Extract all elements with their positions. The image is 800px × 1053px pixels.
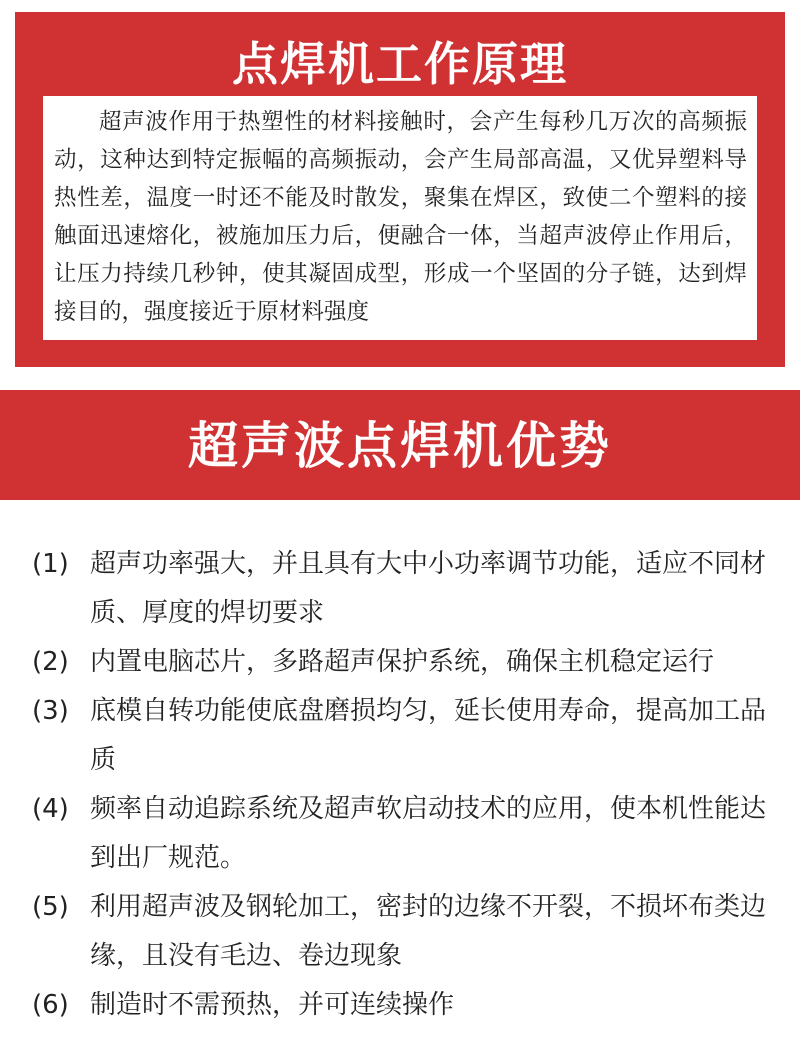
advantage-item-3 <box>32 687 777 785</box>
advantage-item-5 <box>32 883 777 981</box>
advantage-item-2 <box>32 638 777 687</box>
advantage-number: (5) <box>32 892 69 922</box>
advantage-text: 底模自转功能使底盘磨损均匀，延长使用寿命，提高加工品质 <box>90 696 767 775</box>
advantage-number: (3) <box>32 696 69 726</box>
advantage-number: (1) <box>32 549 69 579</box>
advantage-text: 内置电脑芯片，多路超声保护系统，确保主机稳定运行 <box>90 647 715 677</box>
advantage-number: (6) <box>32 990 69 1020</box>
principle-description-box <box>43 96 757 340</box>
advantage-item-1 <box>32 540 777 638</box>
advantage-text: 制造时不需预热，并可连续操作 <box>90 990 455 1020</box>
principle-section <box>15 12 785 367</box>
advantage-number: (2) <box>32 647 69 677</box>
principle-title: 点焊机工作原理 <box>232 37 568 91</box>
advantage-item-4 <box>32 785 777 883</box>
advantage-text: 超声功率强大，并且具有大中小功率调节功能，适应不同材质、厚度的焊切要求 <box>90 549 767 628</box>
advantages-list <box>32 540 777 1030</box>
principle-description: 超声波作用于热塑性的材料接触时，会产生每秒几万次的高频振动，这种达到特定振幅的高频振动，会产生局部高温，又优异塑料导热性差，温度一时还不能及时散发，聚集在焊区，致使二个塑料的接触面迅速熔化，被施加压力后，便融合一体，当超声波停止作用后，让压力持续几秒钟，使其凝固成型，形成一个坚固的分子链，达到焊接目的，强度接近于原材料强度 <box>54 109 747 325</box>
advantages-header-band <box>0 390 800 500</box>
advantage-number: (4) <box>32 794 69 824</box>
advantages-title: 超声波点焊机优势 <box>188 417 612 475</box>
advantage-item-6 <box>32 981 777 1030</box>
advantage-text: 频率自动追踪系统及超声软启动技术的应用，使本机性能达到出厂规范。 <box>90 794 767 873</box>
advantage-text: 利用超声波及钢轮加工，密封的边缘不开裂，不损坏布类边缘，且没有毛边、卷边现象 <box>90 892 767 971</box>
